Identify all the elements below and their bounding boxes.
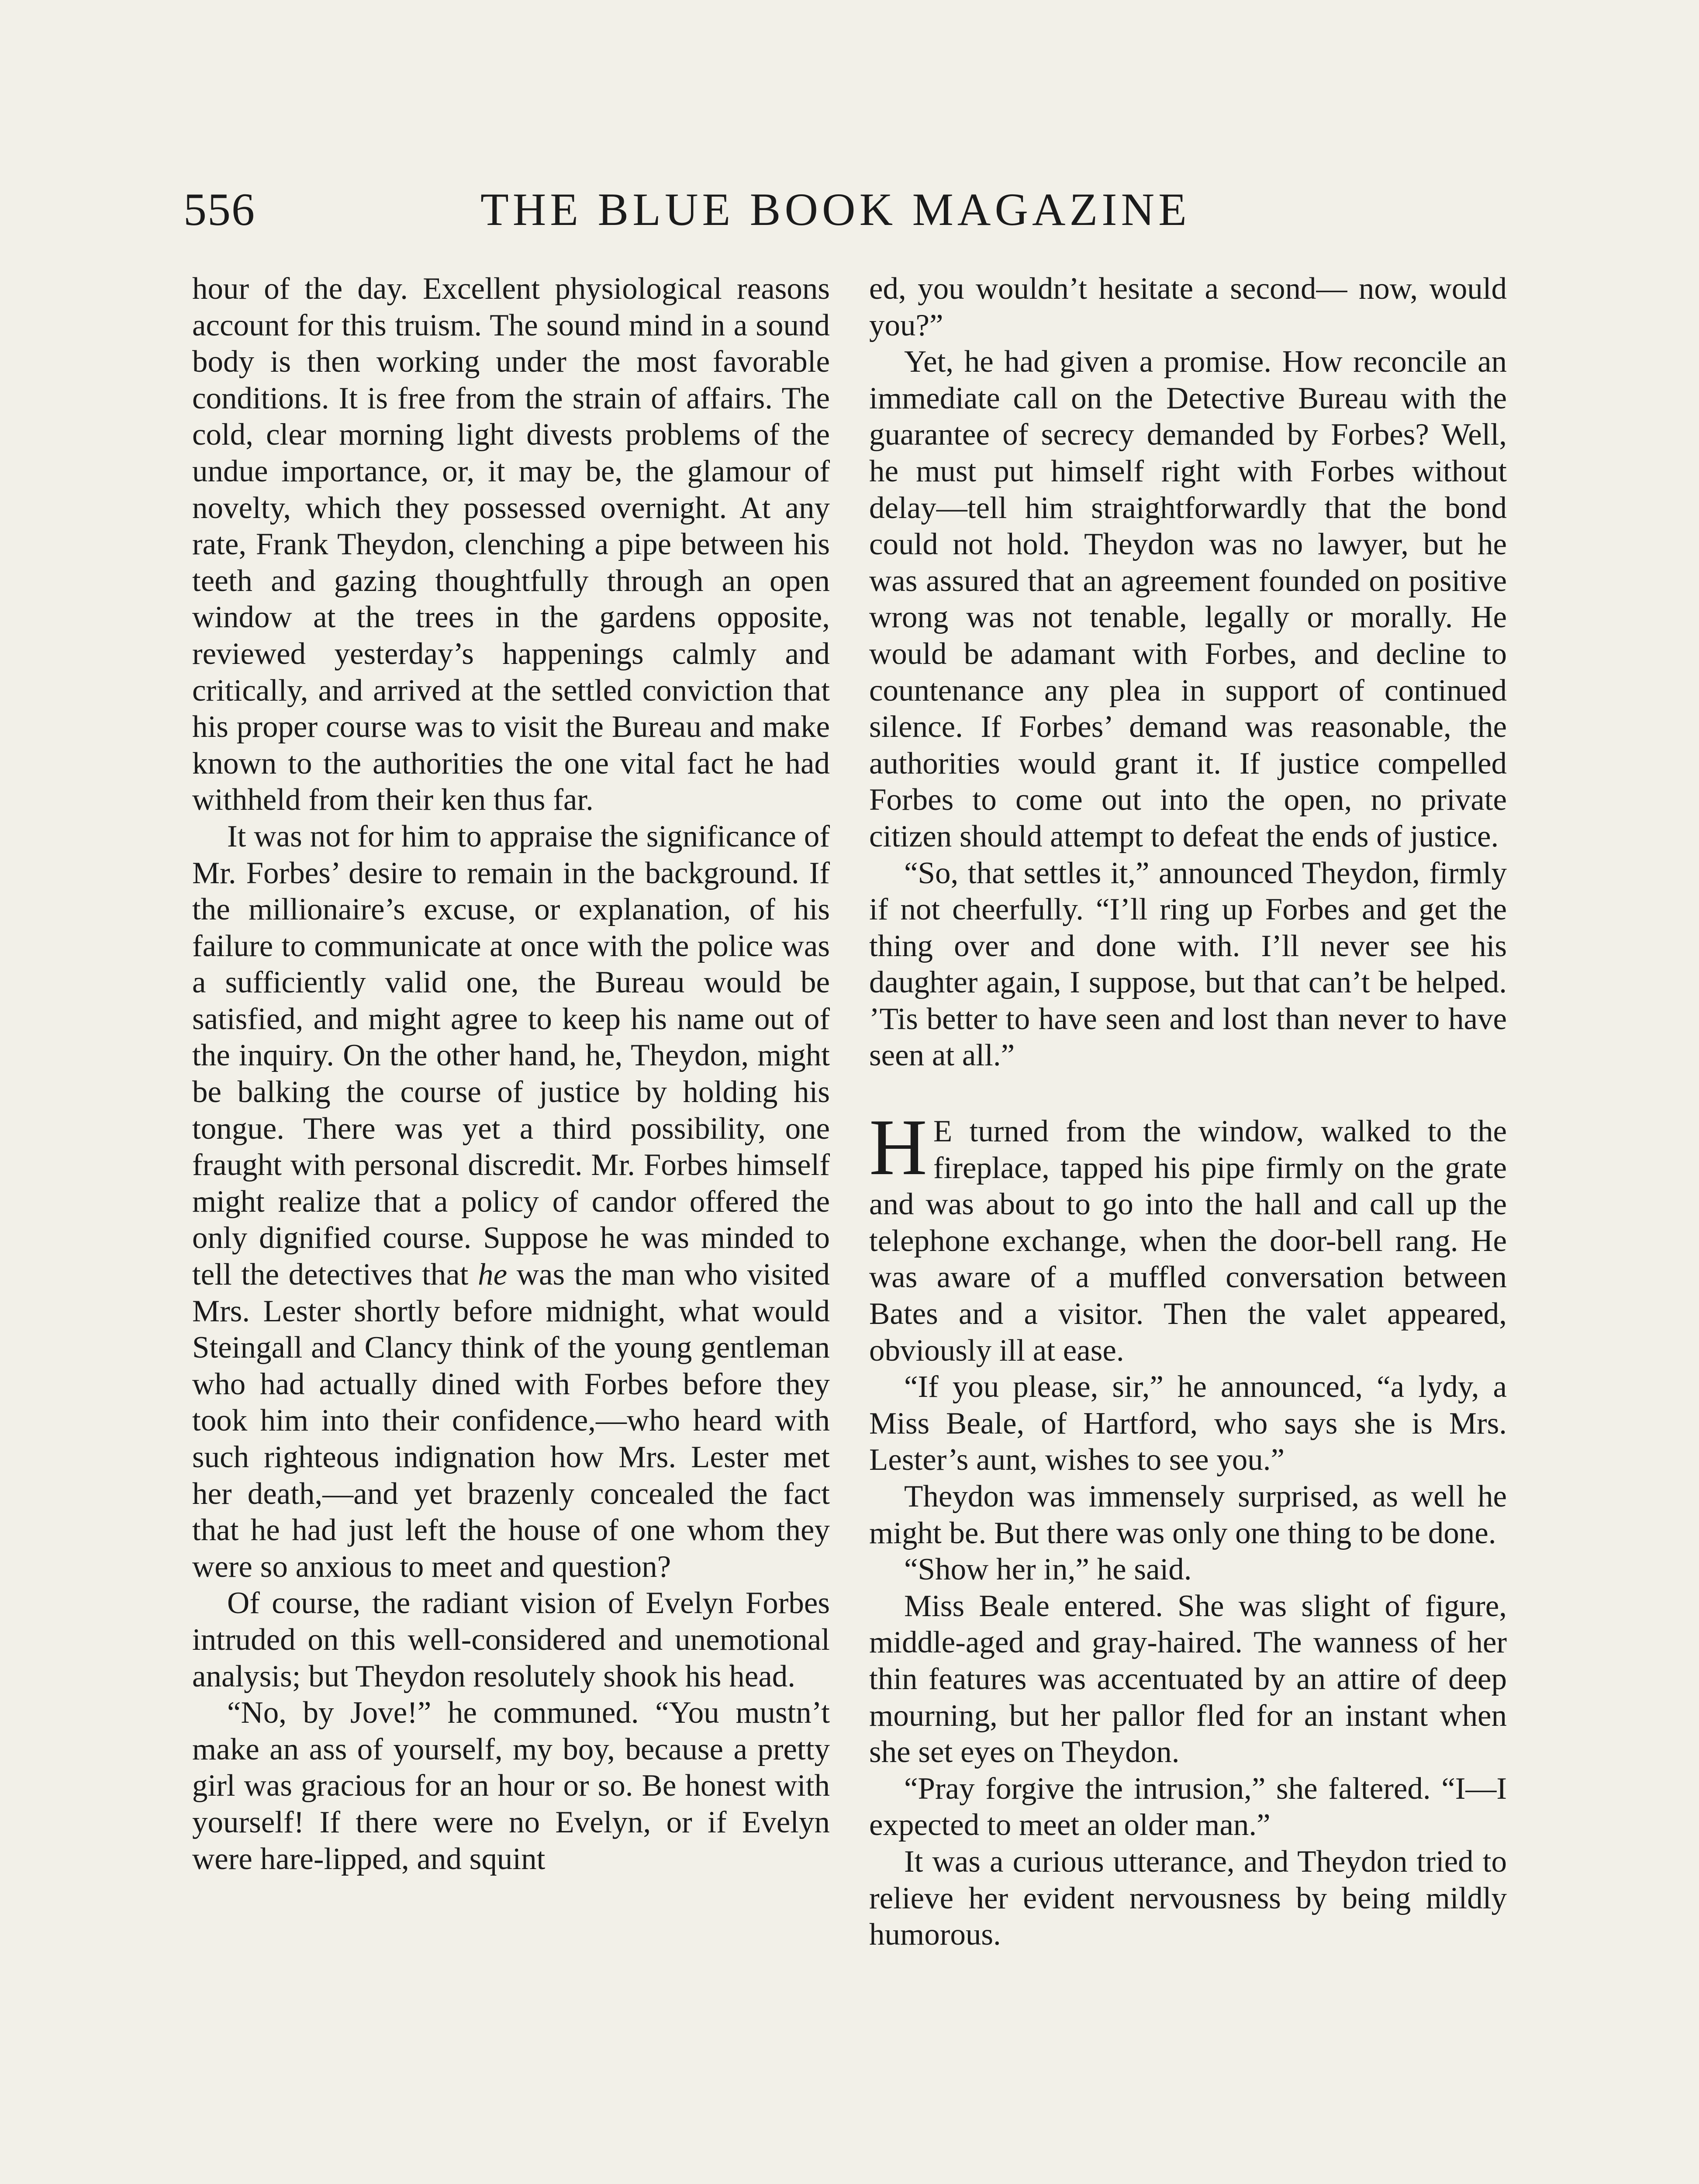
paragraph: Theydon was immensely surprised, as well he might be. But there was only one thing to be done. (869, 1479, 1507, 1550)
emphasis: he (478, 1258, 508, 1292)
paragraph: It was not for him to appraise the significance of Mr. Forbes’ desire to remain in the background. If the millionaire’s excuse, or explanation, of his failure to communicate at once with the police was a sufficiently valid one, the Bureau would be satisfied, and might agree to keep his name out of the inquiry. On the other hand, he, Theydon, might be balking the course of justice by holding his tongue. There was yet a third possibility, one fraught with personal discredit. Mr. Forbes himself might realize that a policy of candor offered the only dignified course. Suppose he was minded to tell the detectives that he was the man who visited Mrs. Lester shortly before midnight, what would Steingall and Clancy think of the young gentleman who had actually dined with Forbes before they took him into their confidence,—who heard with such righteous indignation how Mrs. Lester met her death,—and yet brazenly concealed the fact that he had just left the house of one whom they were so anxious to meet and question? (192, 819, 830, 1584)
paragraph: Of course, the radiant vision of Evelyn Forbes intruded on this well-considered and unemotional analysis; but Theydon resolutely shook his head. (192, 1586, 830, 1693)
paragraph: “If you please, sir,” he announced, “a lydy, a Miss Beale, of Hartford, who says she is Mrs. Lester’s aunt, wishes to see you.” (869, 1370, 1507, 1477)
paragraph: Yet, he had given a promise. How reconcile an immediate call on the Detective Bureau with the guarantee of secrecy demanded by Forbes? Well, he must put himself right with Forbes without delay—tell him straightforwardly that the bond could not hold. Theydon was no lawyer, but he was assured that an agreement founded on positive wrong was not tenable, legally or morally. He would be adamant with Forbes, and decline to countenance any plea in support of continued silence. If Forbes’ demand was reasonable, the authorities would grant it. If justice compelled Forbes to come out into the open, no private citizen should attempt to defeat the ends of justice. (869, 345, 1507, 854)
paragraph: hour of the day. Excellent physiological reasons account for this truism. The sound mind in a sound body is then working under the most favorable conditions. It is free from the strain of affairs. The cold, clear morning light divests problems of the undue importance, or, it may be, the glamour of novelty, which they possessed overnight. At any rate, Frank Theydon, clenching a pipe between his teeth and gazing thoughtfully through an open window at the trees in the gardens opposite, reviewed yesterday’s happenings calmly and critically, and arrived at the settled conviction that his proper course was to visit the Bureau and make known to the authorities the one vital fact he had withheld from their ken thus far. (192, 272, 830, 817)
section-start-paragraph: H E turned from the window, walked to the fireplace, tapped his pipe firmly on the grate and was about to go into the hall and call up the telephone exchange, when the door-bell rang. He was aware of a muffled conversation between Bates and a visitor. Then the valet appeared, obviously ill at ease. (869, 1102, 1507, 1368)
page-number: 556 (183, 184, 256, 235)
paragraph: “So, that settles it,” announced Theydon, firmly if not cheerfully. “I’ll ring up Forbes and get the thing over and done with. I’ll never see his daughter again, I suppose, but that can’t be helped. ’Tis better to have seen and lost than never to have seen at all.” (869, 856, 1507, 1073)
running-head: THE BLUE BOOK MAGAZINE (480, 184, 1191, 235)
right-column (869, 271, 1507, 2184)
drop-cap: H (869, 1102, 927, 1192)
paragraph: It was a curious utterance, and Theydon tried to relieve her evident nervousness by being mildly humorous. (869, 1844, 1507, 1952)
paragraph: “Show her in,” he said. (904, 1552, 1192, 1587)
paragraph: Miss Beale entered. She was slight of figure, middle-aged and gray-haired. The wanness of her thin features was accentuated by an attire of deep mourning, but her pallor fled for an instant when she set eyes on Theydon. (869, 1589, 1507, 1769)
paragraph: ed, you wouldn’t hesitate a second— now, would you?” (869, 272, 1507, 342)
paragraph: “Pray forgive the intrusion,” she faltered. “I—I expected to meet an older man.” (869, 1771, 1507, 1842)
paragraph: “No, by Jove!” he communed. “You mustn’t make an ass of yourself, my boy, because a pretty girl was gracious for an hour or so. Be honest with yourself! If there were no Evelyn, or if Evelyn were hare-lipped, and squint (192, 1696, 830, 1876)
page-header (183, 177, 1516, 242)
left-column (192, 271, 830, 2184)
